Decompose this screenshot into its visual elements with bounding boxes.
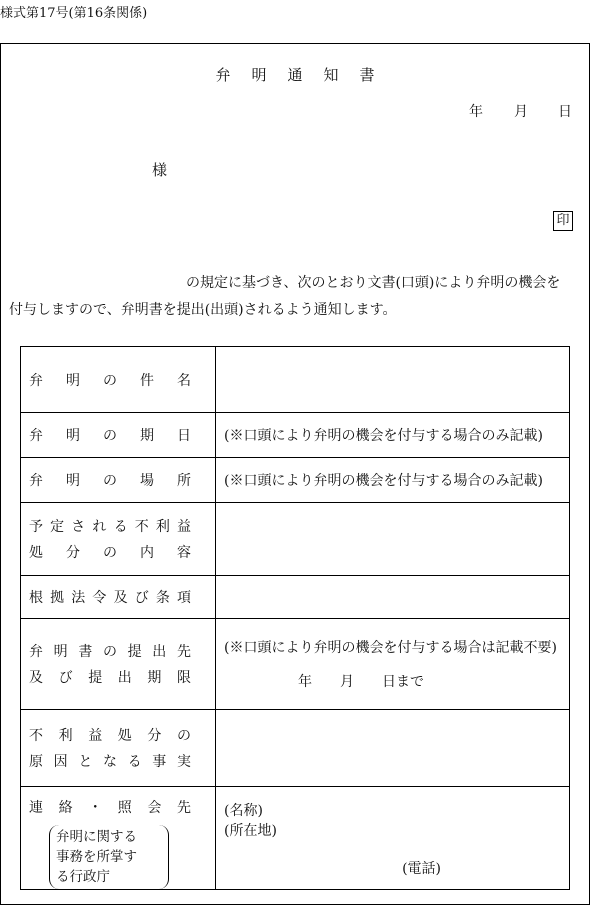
label-place	[21, 458, 216, 503]
label-char: 内	[140, 545, 154, 561]
label-char: 明	[66, 372, 80, 389]
label-char: 処	[29, 545, 43, 561]
label-char: 原	[29, 754, 43, 770]
label-char: 項	[176, 590, 191, 606]
row-submission	[21, 619, 570, 710]
label-char: れ	[92, 519, 107, 535]
label-char: 所	[177, 473, 191, 489]
label-facts	[21, 710, 216, 787]
label-char: の	[103, 428, 117, 444]
label-char: る	[127, 754, 142, 770]
label-char: の	[176, 728, 191, 744]
label-char: 法	[71, 590, 86, 606]
label-submission	[21, 619, 216, 710]
label-char: 及	[29, 670, 43, 686]
body-text-line-2: 付与しますので、弁明書を提出(出頭)されるよう通知します。	[9, 302, 397, 318]
label-date	[21, 413, 216, 458]
date-year: 年	[469, 104, 483, 120]
date-day: 日	[558, 104, 572, 120]
label-char: 弁	[29, 372, 43, 389]
bracket-line-3: る行政庁	[56, 869, 110, 885]
label-char: な	[102, 754, 117, 770]
body-text-line-1: の規定に基づき、次のとおり文書(口頭)により弁明の機会を	[186, 275, 561, 291]
contact-address: (所在地)	[224, 823, 277, 839]
label-char: 絡	[58, 800, 73, 816]
value-submission	[216, 619, 570, 710]
label-char: 提	[127, 644, 142, 660]
label-char: 提	[88, 670, 103, 686]
label-char: 出	[152, 644, 167, 660]
label-char: 会	[147, 800, 162, 816]
label-char: 期	[140, 428, 154, 444]
label-char: 令	[92, 590, 107, 606]
label-char: 明	[66, 428, 80, 444]
label-char: 不	[29, 728, 43, 744]
label-char: の	[103, 473, 117, 489]
label-char: 処	[117, 728, 132, 744]
label-law	[21, 576, 216, 619]
row-place	[21, 458, 570, 503]
label-char: の	[102, 644, 117, 660]
label-char: 益	[88, 728, 103, 744]
label-char: 日	[177, 428, 191, 444]
value-date: (※口頭により弁明の機会を付与する場合のみ記載)	[216, 413, 570, 458]
form-number: 様式第17号(第16条関係)	[0, 6, 148, 21]
label-char: 根	[29, 590, 43, 606]
label-char: 弁	[29, 473, 43, 489]
label-char: 弁	[29, 644, 43, 660]
label-char: 明	[66, 473, 80, 489]
row-date	[21, 413, 570, 458]
row-subject	[21, 347, 570, 413]
label-disposition	[21, 503, 216, 576]
label-char: 拠	[50, 590, 65, 606]
label-char: 条	[155, 590, 170, 606]
label-char: 因	[53, 754, 68, 770]
label-char: 出	[117, 670, 132, 686]
label-char: ・	[88, 800, 103, 816]
label-char: の	[103, 372, 117, 389]
row-contact	[21, 787, 570, 890]
label-char: 容	[177, 545, 191, 561]
label-char: 事	[152, 754, 167, 770]
label-char: 定	[50, 519, 65, 535]
label-char: 予	[29, 519, 43, 535]
value-place: (※口頭により弁明の機会を付与する場合のみ記載)	[216, 458, 570, 503]
label-char: 書	[78, 644, 93, 660]
label-char: 名	[177, 372, 191, 389]
row-law	[21, 576, 570, 619]
info-table	[20, 346, 570, 890]
value-contact	[216, 787, 570, 890]
document-title: 弁明通知書	[215, 66, 396, 84]
label-char: び	[134, 590, 149, 606]
seal-mark: 印	[553, 211, 573, 231]
label-char: 件	[140, 372, 154, 389]
submission-note: (※口頭により弁明の機会を付与する場合は記載不要)	[224, 640, 557, 656]
label-char: 実	[176, 754, 191, 770]
contact-name: (名称)	[224, 803, 263, 819]
contact-bracket-note	[49, 825, 169, 889]
submission-deadline: 年 月 日まで	[298, 674, 424, 690]
label-char: 分	[66, 545, 80, 561]
label-char: 分	[147, 728, 162, 744]
label-char: 利	[155, 519, 170, 535]
label-char: び	[58, 670, 73, 686]
row-facts	[21, 710, 570, 787]
label-char: 益	[176, 519, 191, 535]
contact-phone: (電話)	[402, 861, 441, 877]
label-char: 限	[176, 670, 191, 686]
label-char: 利	[58, 728, 73, 744]
value-subject	[216, 347, 570, 413]
label-char: 先	[176, 644, 191, 660]
label-char: 照	[117, 800, 132, 816]
label-char: 期	[147, 670, 162, 686]
label-char: 場	[140, 473, 154, 489]
date-month: 月	[514, 104, 528, 120]
bracket-line-2: 事務を所掌す	[56, 849, 137, 865]
label-char: さ	[71, 519, 86, 535]
value-disposition	[216, 503, 570, 576]
label-char: 先	[176, 800, 191, 816]
label-char: 不	[134, 519, 149, 535]
label-char: る	[113, 519, 128, 535]
value-law	[216, 576, 570, 619]
label-char: 弁	[29, 428, 43, 444]
label-char: と	[78, 754, 93, 770]
label-char: 明	[53, 644, 68, 660]
label-char: 及	[113, 590, 128, 606]
label-subject	[21, 347, 216, 413]
label-contact	[21, 787, 216, 890]
bracket-line-1: 弁明に関する	[56, 829, 137, 845]
addressee-suffix: 様	[152, 161, 168, 179]
label-char: の	[103, 545, 117, 561]
row-disposition	[21, 503, 570, 576]
label-char: 連	[29, 800, 43, 816]
value-facts	[216, 710, 570, 787]
